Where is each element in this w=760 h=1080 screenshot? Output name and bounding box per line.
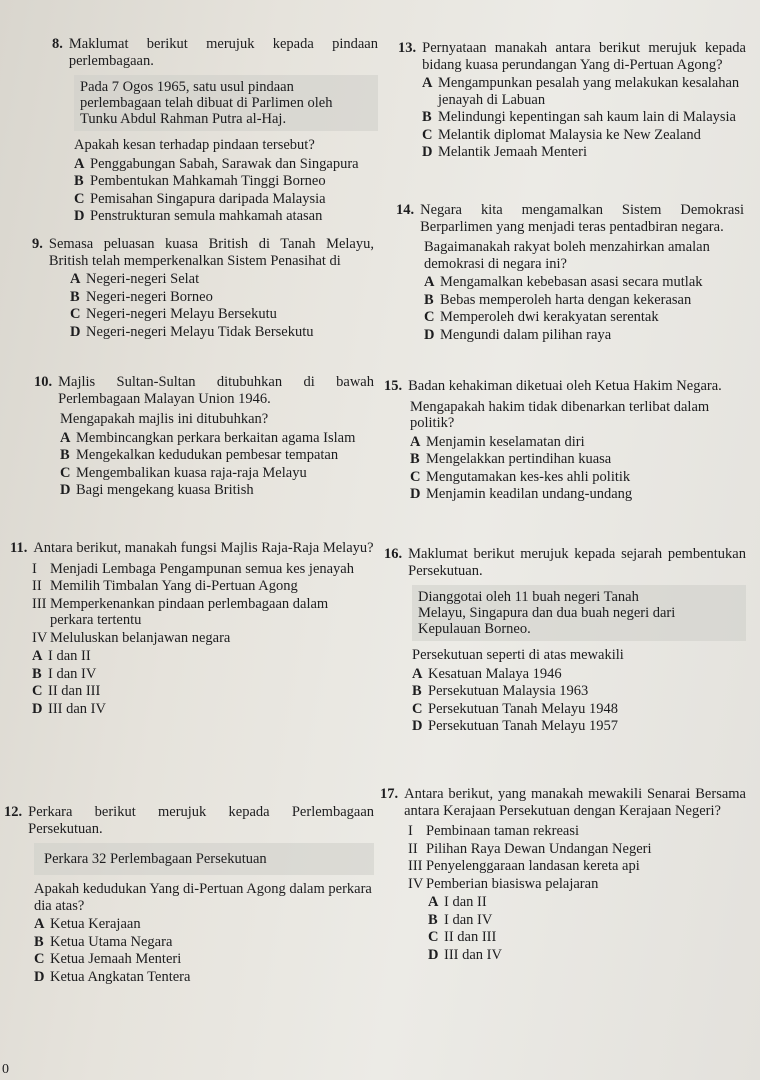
option-c[interactable]: C Mengutamakan kes-kes ahli politik — [410, 468, 631, 485]
question-prompt: Apakah kedudukan Yang di-Pertuan Agong dalam perkara dia atas? — [34, 881, 372, 914]
option-d[interactable]: D Menjamin keadilan undang-undang — [410, 486, 633, 502]
statement-i: I Menjadi Lembaga Pengampunan semua kes jenayah — [32, 560, 354, 577]
question-prompt: Apakah kesan terhadap pindaan tersebut? — [74, 137, 315, 153]
statement-iii: III Penyelenggaraan landasan kereta api — [408, 858, 640, 874]
question-14 — [380, 202, 760, 344]
option-c[interactable]: C II dan III — [32, 683, 101, 699]
question-9 — [0, 236, 380, 341]
option-b[interactable]: B Mengekalkan kedudukan pembesar tempatan — [60, 447, 339, 463]
info-box — [34, 843, 374, 875]
question-12 — [0, 804, 380, 986]
answer-options — [410, 434, 746, 503]
info-line: Melayu, Singapura dan dua buah negeri dari — [418, 605, 676, 621]
option-b[interactable]: B Bebas memperoleh harta dengan kekerasan — [424, 291, 692, 308]
question-16 — [380, 546, 760, 736]
question-stem: Perkara berikut merujuk kepada Perlembagaan Persekutuan. — [28, 804, 374, 837]
option-a[interactable]: A I dan II — [428, 894, 487, 910]
option-a[interactable]: A Kesatuan Malaya 1946 — [412, 665, 562, 682]
statement-i: I Pembinaan taman rekreasi — [408, 823, 579, 839]
option-a[interactable]: A I dan II — [32, 648, 91, 664]
option-a[interactable]: A Menjamin keselamatan diri — [410, 433, 585, 450]
option-a[interactable]: A Negeri-negeri Selat — [70, 271, 200, 287]
question-stem: Majlis Sultan-Sultan ditubuhkan di bawah Perlembagaan Malayan Union 1946. — [58, 374, 374, 407]
answer-options — [50, 271, 374, 340]
option-c[interactable]: C II dan III — [428, 929, 497, 945]
option-b[interactable]: B Melindungi kepentingan sah kaum lain di Malaysia — [422, 109, 736, 125]
option-a[interactable]: A Mengampunkan pesalah yang melakukan kesalahan jenayah di Labuan — [422, 75, 740, 108]
option-c[interactable]: C Melantik diplomat Malaysia ke New Zealand — [422, 126, 701, 143]
option-d[interactable]: D Persekutuan Tanah Melayu 1957 — [412, 718, 618, 734]
question-13 — [380, 40, 760, 162]
question-stem: Antara berikut, manakah fungsi Majlis Raja-Raja Melayu? — [33, 540, 374, 556]
option-b[interactable]: B Pembentukan Mahkamah Tinggi Borneo — [74, 173, 326, 189]
question-8 — [0, 36, 380, 226]
option-c[interactable]: C Memperoleh dwi kerakyatan serentak — [424, 309, 659, 325]
answer-options — [34, 916, 374, 985]
option-b[interactable]: B Ketua Utama Negara — [34, 933, 173, 950]
question-stem: Badan kehakiman diketuai oleh Ketua Hakim Negara. — [408, 378, 722, 394]
statement-ii: II Pilihan Raya Dewan Undangan Negeri — [408, 840, 652, 857]
question-stem: Semasa peluasan kuasa British di Tanah Melayu, British telah memperkenalkan Sistem Penasihat di — [48, 236, 374, 269]
question-stem: Pernyataan manakah antara berikut merujuk kepada bidang kuasa perundangan Yang di-Pertuan Agong? — [422, 40, 746, 73]
question-number: 11. — [10, 540, 28, 556]
question-15 — [380, 378, 760, 504]
option-d[interactable]: D III dan IV — [428, 946, 502, 963]
info-line: Pada 7 Ogos 1965, satu usul pindaan — [80, 79, 294, 95]
option-b[interactable]: B Persekutuan Malaysia 1963 — [412, 683, 589, 699]
question-stem: Maklumat berikut merujuk kepada sejarah pembentukan Persekutuan. — [408, 546, 746, 579]
page-number: 0 — [2, 1062, 9, 1077]
info-line: Kepulauan Borneo. — [418, 621, 531, 637]
question-10 — [0, 374, 380, 500]
question-prompt: Bagaimanakah rakyat boleh menzahirkan amalan demokrasi di negara ini? — [424, 239, 710, 272]
option-d[interactable]: D Negeri-negeri Melayu Tidak Bersekutu — [70, 323, 314, 340]
option-b[interactable]: B I dan IV — [428, 911, 493, 928]
question-stem: Antara berikut, yang manakah mewakili Senarai Bersama antara Kerajaan Persekutuan dengan Kerajaan Negeri? — [404, 786, 746, 819]
info-line: Perkara 32 Perlembagaan Persekutuan — [44, 851, 267, 867]
statement-iv: IV Pemberian biasiswa pelajaran — [408, 875, 599, 892]
option-c[interactable]: C Negeri-negeri Melayu Bersekutu — [70, 306, 277, 322]
question-prompt: Mengapakah majlis ini ditubuhkan? — [60, 411, 269, 427]
question-11 — [0, 540, 380, 718]
question-prompt: Persekutuan seperti di atas mewakili — [412, 647, 624, 663]
option-a[interactable]: A Penggabungan Sabah, Sarawak dan Singapura — [74, 155, 359, 172]
option-a[interactable]: A Ketua Kerajaan — [34, 916, 141, 932]
option-d[interactable]: D Bagi mengekang kuasa British — [60, 482, 254, 498]
option-c[interactable]: C Mengembalikan kuasa raja-raja Melayu — [60, 464, 307, 481]
option-d[interactable]: D Mengundi dalam pilihan raya — [424, 326, 612, 343]
info-box — [74, 75, 378, 131]
option-d[interactable]: D Melantik Jemaah Menteri — [422, 144, 587, 160]
question-17 — [380, 786, 760, 964]
option-d[interactable]: D III dan IV — [32, 700, 106, 717]
statement-list — [402, 823, 746, 892]
question-stem: Negara kita mengamalkan Sistem Demokrasi Berparlimen yang menjadi teras pentadbiran negara. — [420, 202, 744, 235]
option-b[interactable]: B Negeri-negeri Borneo — [70, 288, 213, 305]
question-number: 15. — [384, 378, 403, 394]
question-prompt: Mengapakah hakim tidak dibenarkan terlibat dalam politik? — [410, 398, 710, 431]
question-number: 14. — [396, 202, 415, 218]
info-box — [412, 585, 746, 641]
answer-options — [422, 75, 746, 161]
option-d[interactable]: D Ketua Angkatan Tentera — [34, 968, 191, 985]
question-number: 8. — [52, 36, 63, 52]
answer-options — [412, 666, 746, 735]
question-number: 16. — [384, 546, 403, 562]
answer-options — [32, 648, 374, 717]
question-number: 12. — [4, 804, 23, 820]
question-number: 10. — [34, 374, 53, 390]
answer-options — [402, 894, 746, 963]
answer-options — [424, 274, 744, 343]
option-c[interactable]: C Persekutuan Tanah Melayu 1948 — [412, 700, 618, 717]
info-line: Dianggotai oleh 11 buah negeri Tanah — [418, 589, 639, 605]
option-c[interactable]: C Ketua Jemaah Menteri — [34, 951, 182, 967]
option-c[interactable]: C Pemisahan Singapura daripada Malaysia — [74, 190, 326, 207]
option-d[interactable]: D Penstrukturan semula mahkamah atasan — [74, 208, 323, 224]
option-a[interactable]: A Mengamalkan kebebasan asasi secara mutlak — [424, 274, 703, 290]
question-number: 13. — [398, 40, 417, 56]
question-number: 17. — [380, 786, 399, 802]
statement-list — [32, 561, 374, 647]
info-line: Tunku Abdul Rahman Putra al-Haj. — [80, 111, 287, 127]
answer-options — [60, 430, 374, 499]
statement-ii: II Memilih Timbalan Yang di-Pertuan Agong — [32, 578, 298, 594]
option-b[interactable]: B Mengelakkan pertindihan kuasa — [410, 451, 612, 467]
info-line: perlembagaan telah dibuat di Parlimen oleh — [80, 95, 333, 111]
option-b[interactable]: B I dan IV — [32, 665, 97, 682]
statement-iv: IV Meluluskan belanjawan negara — [32, 629, 231, 646]
statement-iii: III Memperkenankan pindaan perlembagaan dalam perkara tertentu — [32, 595, 329, 628]
option-a[interactable]: A Membincangkan perkara berkaitan agama Islam — [60, 429, 356, 446]
answer-options — [74, 156, 378, 225]
question-number: 9. — [32, 236, 43, 252]
question-stem: Maklumat berikut merujuk kepada pindaan perlembagaan. — [68, 36, 378, 69]
